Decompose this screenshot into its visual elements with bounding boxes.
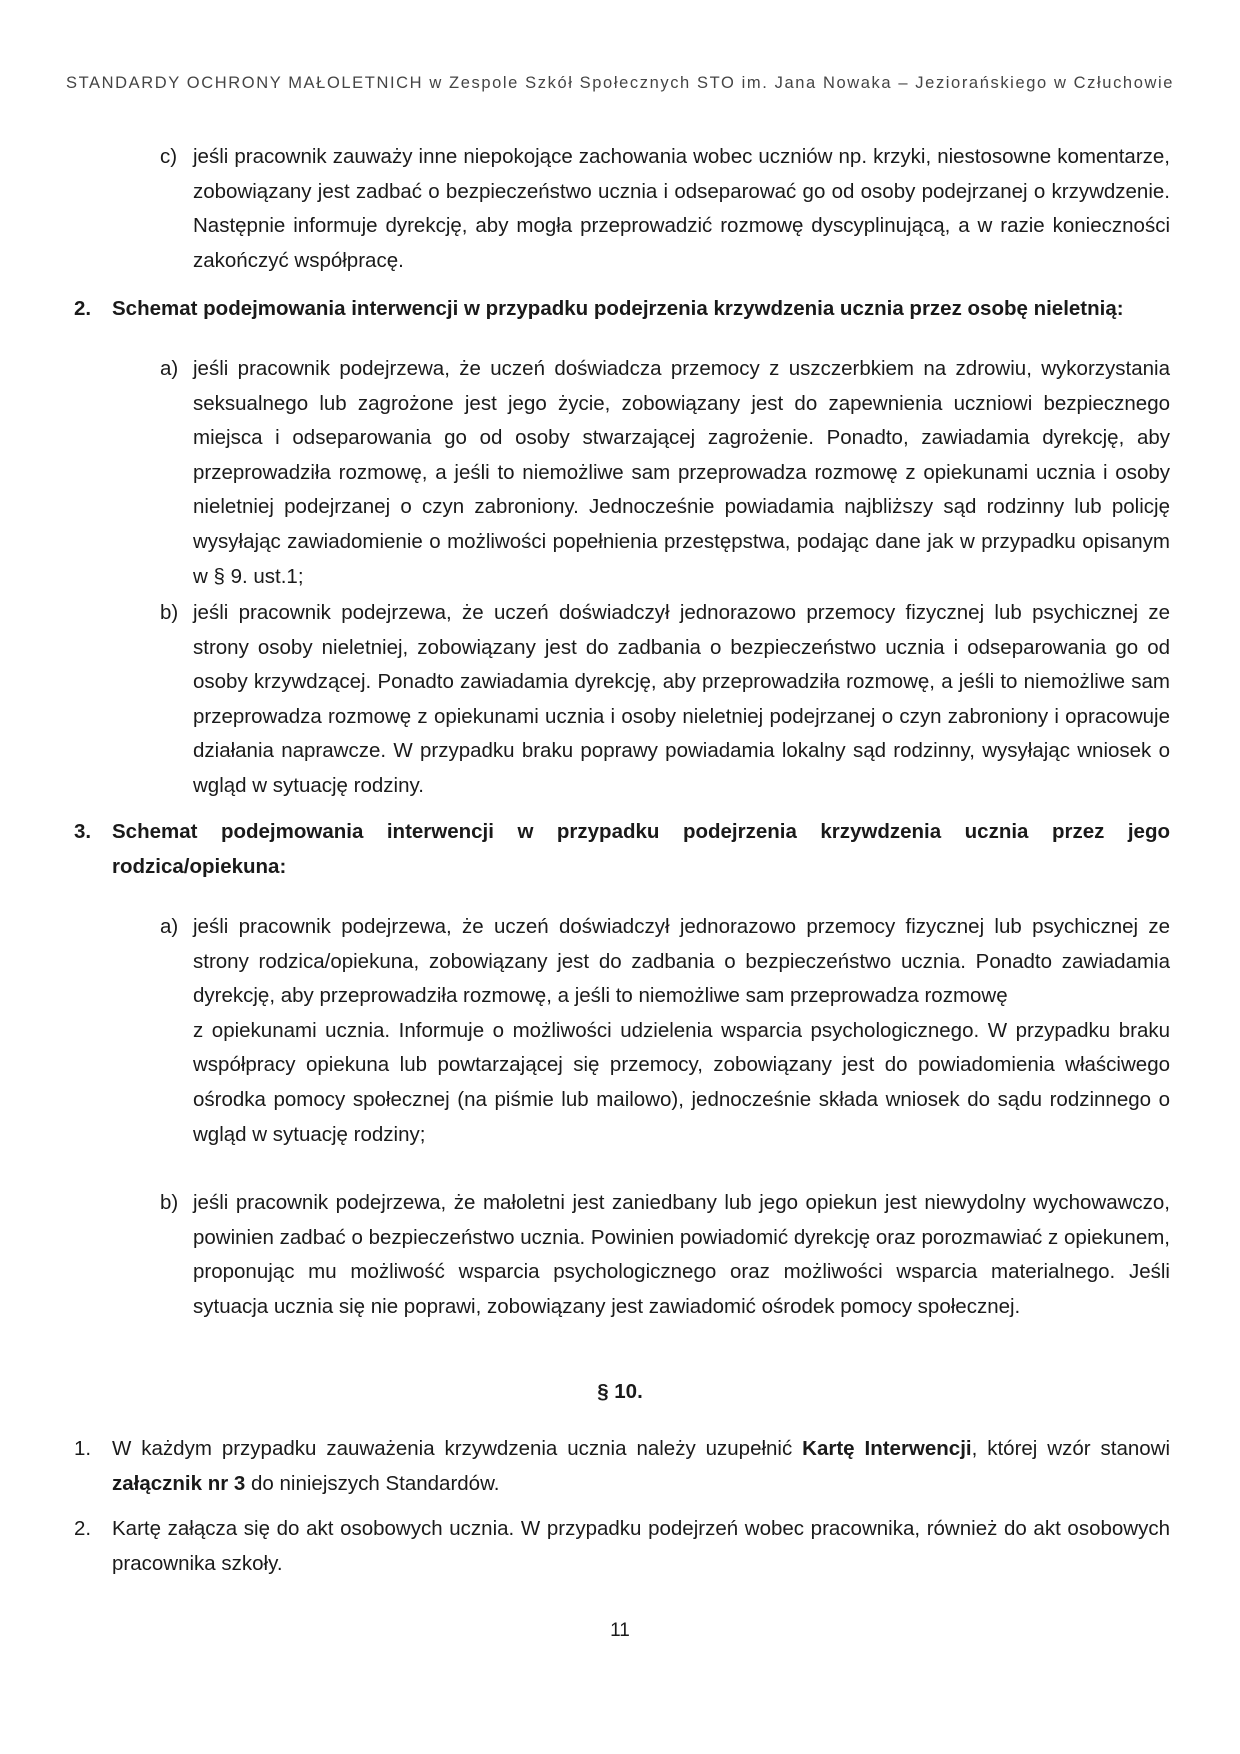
section-title: Schemat podejmowania interwencji w przypadku podejrzenia krzywdzenia ucznia przez jego rodzica/opiekuna: <box>112 820 1170 878</box>
section-3-heading <box>72 815 1170 884</box>
list-marker: a) <box>160 915 179 938</box>
list-item-text-part1: jeśli pracownik podejrzewa, że uczeń doświadczył jednorazowo przemocy fizycznej lub psychicznej ze strony rodzica/opiekuna, zobowiązany jest do zadbania o bezpieczeństwo ucznia. Ponadto zawiadamia dyrekcję, aby przeprowadziła rozmowę, a jeśli to niemożliwe sam przeprowadza rozmowę <box>193 915 1170 1008</box>
paragraph-10-point-2 <box>72 1512 1170 1581</box>
section-number: 2. <box>74 297 92 320</box>
attachment-ref: załącznik nr 3 <box>112 1471 246 1495</box>
point-text: Kartę załącza się do akt osobowych ucznia. W przypadku podejrzeń wobec pracownika, również do akt osobowych pracownika szkoły. <box>112 1517 1170 1575</box>
list-marker: a) <box>160 357 179 380</box>
list-marker: b) <box>160 601 179 624</box>
section-number: 3. <box>74 820 92 843</box>
list-item-text: jeśli pracownik podejrzewa, że uczeń doświadczył jednorazowo przemocy fizycznej lub psychicznej ze strony osoby nieletniej, zobowiązany jest do zadbania o bezpieczeństwo ucznia i odseparowania go od osoby krzywdzącej. Ponadto zawiadamia dyrekcję, aby przeprowadziła rozmowę, a jeśli to niemożliwe sam przeprowadza rozmowę z opiekunami ucznia i osoby nieletniej podejrzanej o czyn zabroniony i opracowuje działania naprawcze. W przypadku braku poprawy powiadamia lokalny sąd rodzinny, wysyłając wniosek o wgląd w sytuację rodziny. <box>193 601 1170 797</box>
list-item-text: jeśli pracownik podejrzewa, że uczeń doświadcza przemocy z uszczerbkiem na zdrowiu, wykorzystania seksualnego lub zagrożone jest jego życie, zobowiązany jest do zapewnienia uczniowi bezpiecznego miejsca i odseparowania go od osoby stwarzającej zagrożenie. Ponadto, zawiadamia dyrekcję, aby przeprowadziła rozmowę, a jeśli to niemożliwe sam przeprowadza rozmowę z opiekunami ucznia i osoby nieletniej podejrzanej o czyn zabroniony. Jednocześnie powiadamia najbliższy sąd rodzinny lub policję wysyłając zawiadomienie o możliwości popełnienia przestępstwa, podając dane jak w przypadku opisanym w § 9. ust.1; <box>193 357 1170 588</box>
section-2-item-a <box>160 352 1170 594</box>
point-number: 1. <box>74 1437 92 1460</box>
card-name: Kartę Interwencji <box>802 1437 972 1460</box>
list-item-c <box>160 140 1170 278</box>
section-3-item-a <box>160 910 1170 1152</box>
list-item-text: jeśli pracownik podejrzewa, że małoletni jest zaniedbany lub jego opiekun jest niewydolny wychowawczo, powinien zadbać o bezpieczeństwo ucznia. Powinien powiadomić dyrekcję oraz porozmawiać z opiekunem, proponując mu możliwość wsparcia psychologicznego oraz możliwości wsparcia materialnego. Jeśli sytuacja ucznia się nie poprawi, zobowiązany jest zawiadomić ośrodek pomocy społecznej. <box>193 1191 1170 1318</box>
page-header: STANDARDY OCHRONY MAŁOLETNICH w Zespole Szkół Społecznych STO im. Jana Nowaka – Jeziorańskiego w Człuchowie <box>65 74 1175 92</box>
page-number: 11 <box>610 1620 630 1641</box>
list-item-text: jeśli pracownik zauważy inne niepokojące zachowania wobec uczniów np. krzyki, niestosowne komentarze, zobowiązany jest zadbać o bezpieczeństwo ucznia i odseparować go od osoby podejrzanej o krzywdzenie. Następnie informuje dyrekcję, aby mogła przeprowadzić rozmowę dyscyplinującą, a w razie konieczności zakończyć współpracę. <box>193 145 1170 272</box>
paragraph-10-point-1 <box>72 1432 1170 1501</box>
list-item-text-part2: z opiekunami ucznia. Informuje o możliwości udzielenia wsparcia psychologicznego. W przypadku braku współpracy opiekuna lub powtarzającej się przemocy, zobowiązany jest do powiadomienia właściwego ośrodka pomocy społecznej (na piśmie lub mailowo), jednocześnie składa wniosek do sądu rodzinnego o wgląd w sytuację rodziny; <box>193 1018 1170 1146</box>
point-text-mid: , której wzór stanowi <box>971 1437 1171 1460</box>
section-2-item-b <box>160 596 1170 804</box>
point-text <box>112 1432 1170 1501</box>
point-text-start: W każdym przypadku zauważenia krzywdzenia ucznia należy uzupełnić <box>112 1437 803 1460</box>
paragraph-title: § 10. <box>597 1380 643 1403</box>
list-marker: c) <box>160 145 178 168</box>
point-text-end: do niniejszych Standardów. <box>245 1471 500 1495</box>
section-3-item-b <box>160 1186 1170 1324</box>
list-marker: b) <box>160 1191 179 1214</box>
point-number: 2. <box>74 1517 92 1540</box>
section-2-heading <box>72 292 1170 327</box>
section-title: Schemat podejmowania interwencji w przypadku podejrzenia krzywdzenia ucznia przez osobę nieletnią: <box>112 297 1124 320</box>
